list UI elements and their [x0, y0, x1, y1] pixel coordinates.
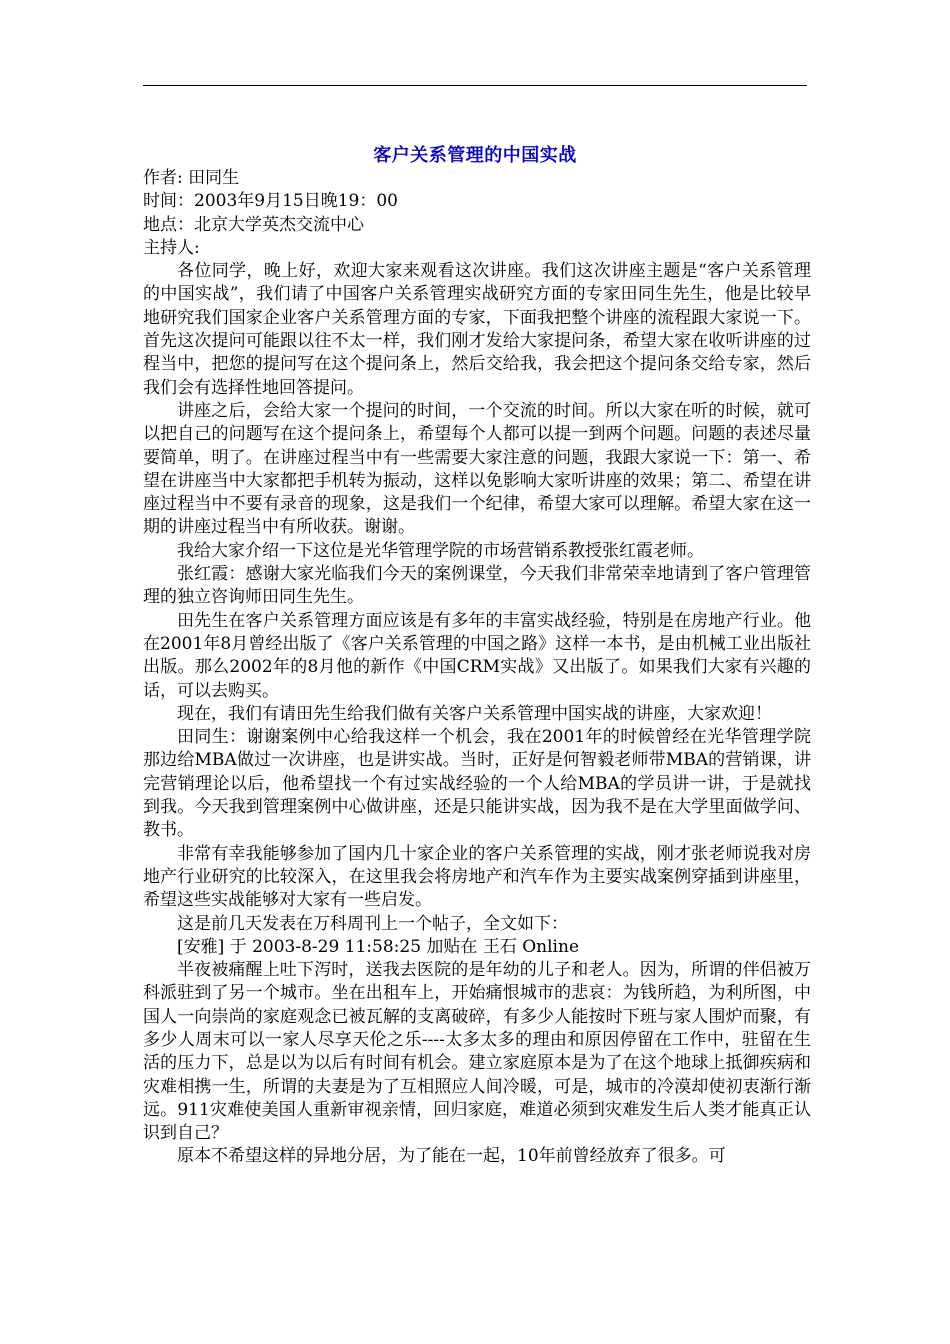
paragraph: 各位同学，晚上好，欢迎大家来观看这次讲座。我们这次讲座主题是“客户关系管理的中国实战”，我们请了中国客户关系管理实战研究方面的专家田同生先生，他是比较早地研究我们国家企业客户关系管理方面的专家，下面我把整个讲座的流程跟大家说一下。首先这次提问可能跟以往不太一样，我们刚才发给大家提问条，希望大家在收听讲座的过程当中，把您的提问写在这个提问条上，然后交给我，我会把这个提问条交给专家，然后我们会有选择性地回答提问。	[143, 261, 811, 398]
location-line: 地点：北京大学英杰交流中心	[143, 214, 364, 235]
paragraph: 半夜被痛醒上吐下泻时，送我去医院的是年幼的儿子和老人。因为，所谓的伴侣被万科派驻到了另一个城市。坐在出租车上，开始痛恨城市的悲哀：为钱所趋，为利所图，中国人一向崇尚的家庭观念已被瓦解的支离破碎，有多少人能按时下班与家人围炉而聚，有多少人周末可以一家人尽享天伦之乐----太多太多的理由和原因停留在工作中，驻留在生活的压力下，总是以为以后有时间有机会。建立家庭原本是为了在这个地球上抵御疾病和灾难相携一生，所谓的夫妻是为了互相照应人间冷暖，可是，城市的冷漠却使初衷渐行渐远。911灾难使美国人重新审视亲情，回归家庭，难道必须到灾难发生后人类才能真正认识到自己？	[143, 960, 811, 1144]
paragraph: 田先生在客户关系管理方面应该是有多年的丰富实战经验，特别是在房地产行业。他在2001年8月曾经出版了《客户关系管理的中国之路》这样一本书，是由机械工业出版社出版。那么2002年的8月他的新作《中国CRM实战》又出版了。如果我们大家有兴趣的话，可以去购买。	[143, 610, 811, 701]
post-header: [安雅] 于 2003-8-29 11:58:25 加贴在 王石 Online	[177, 936, 580, 957]
header-rule	[143, 85, 807, 86]
document-title: 客户关系管理的中国实战	[373, 145, 577, 166]
author-line: 作者: 田同生	[143, 168, 240, 188]
paragraph: 这是前几天发表在万科周刊上一个帖子，全文如下：	[177, 913, 568, 934]
host-line: 主持人:	[143, 237, 200, 258]
paragraph: 原本不希望这样的异地分居，为了能在一起，10年前曾经放弃了很多。可	[177, 1146, 726, 1167]
document-body	[143, 167, 811, 1169]
paragraph: 讲座之后，会给大家一个提问的时间，一个交流的时间。所以大家在听的时候，就可以把自己的问题写在这个提问条上，希望每个人都可以提一到两个问题。问题的表述尽量要简单，明了。在讲座过程当中有一些需要大家注意的问题，我跟大家说一下：第一、希望在讲座当中大家都把手机转为振动，这样以免影响大家听讲座的效果；第二、希望在讲座过程当中不要有录音的现象，这是我们一个纪律，希望大家可以理解。希望大家在这一期的讲座过程当中有所收获。谢谢。	[143, 400, 811, 538]
paragraph: 我给大家介绍一下这位是光华管理学院的市场营销系教授张红霞老师。	[177, 540, 704, 561]
paragraph: 非常有幸我能够参加了国内几十家企业的客户关系管理的实战，刚才张老师说我对房地产行业研究的比较深入，在这里我会将房地产和汽车作为主要实战案例穿插到讲座里，希望这些实战能够对大家有一些启发。	[143, 843, 811, 911]
time-line: 时间：2003年9月15日晚19：00	[143, 191, 398, 212]
paragraph: 现在，我们有请田先生给我们做有关客户关系管理中国实战的讲座，大家欢迎！	[177, 703, 772, 724]
paragraph: 张红霞：感谢大家光临我们今天的案例课堂，今天我们非常荣幸地请到了客户管理管理的独立咨询师田同生先生。	[143, 564, 811, 608]
paragraph: 田同生：谢谢案例中心给我这样一个机会，我在2001年的时候曾经在光华管理学院那边给MBA做过一次讲座，也是讲实战。当时，正好是何智毅老师带MBA的营销课，讲完营销理论以后，他希望找一个有过实战经验的一个人给MBA的学员讲一讲，于是就找到我。今天我到管理案例中心做讲座，还是只能讲实战，因为我不是在大学里面做学问、教书。	[143, 727, 811, 841]
